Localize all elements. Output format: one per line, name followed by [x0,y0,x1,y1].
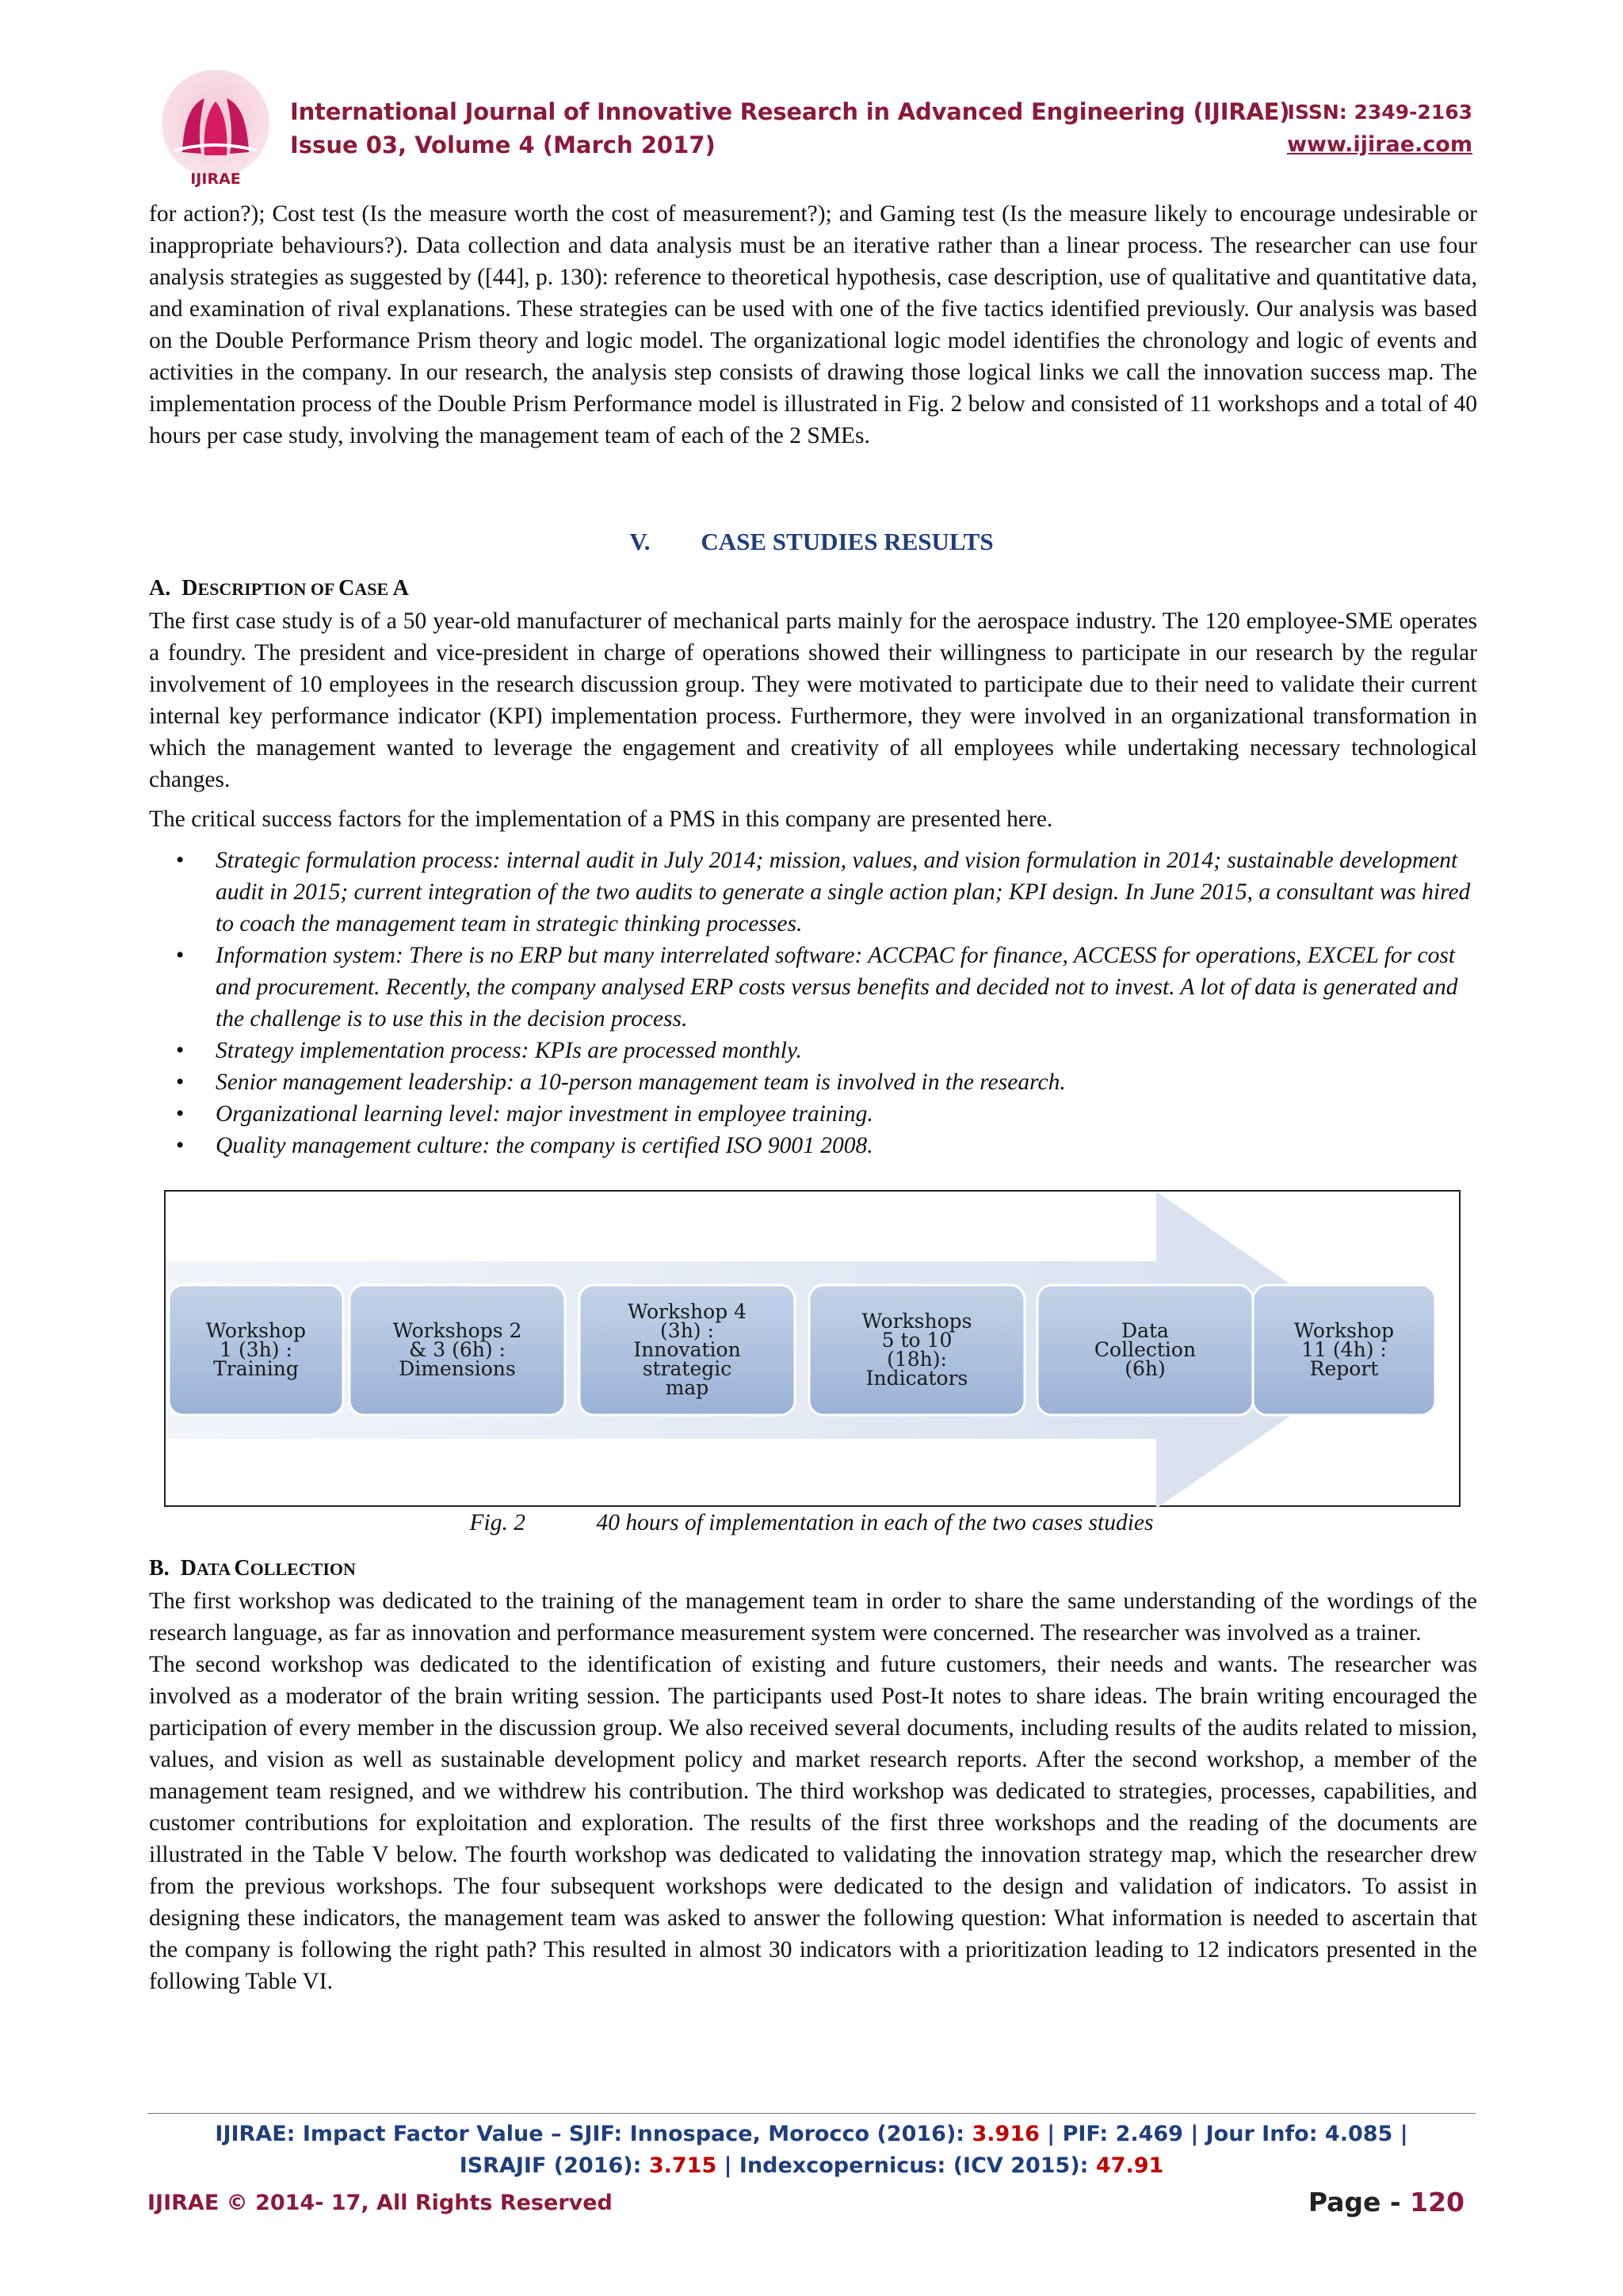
list-item: • Strategic formulation process: internal audit in July 2014; mission, values, and vision formulation in 2014; sustainable development audit in 2015; current integration of the two audits to generate a single action plan; KPI design. In June 2015, a consultant was hired to coach the management team in strategic thinking processes. [216,845,1477,940]
footer-metrics-line-2: ISRAJIF (2016): 3.715 | Indexcopernicus: (ICV 2015): 47.91 [459,2153,1164,2178]
workshop-box-label: (3h) : [660,1319,714,1342]
workshop-box-label: map [665,1376,709,1399]
footer-copyright: IJIRAE © 2014- 17, All Rights Reserved [147,2191,613,2215]
journal-title: International Journal of Innovative Research in Advanced Engineering (IJIRAE) [290,98,1290,125]
workshop-box-label: Data [1121,1319,1169,1342]
figure-label: Fig. 2 [469,1510,525,1535]
workshop-box-label: strategic [642,1357,732,1380]
csf-lead: The critical success factors for the implementation of a PMS in this company are presented here. [149,807,1053,832]
list-item: • Strategy implementation process: KPIs are processed monthly. [216,1035,1477,1066]
page-number: Page - 120 [1308,2187,1465,2218]
intro-paragraph: for action?); Cost test (Is the measure worth the cost of measurement?); and Gaming test (Is the measure likely to encourage undesirable or inappropriate behaviours?). Data collection and data analysis must be an iterative rather than a linear process. The researcher can use four analysis strategies as suggested by ([44], p. 130): reference to theoretical hypothesis, case description, use of qualitative and quantitative data, and examination of rival explanations. These strategies can be used with one of the five tactics identified previously. Our analysis was based on the Double Performance Prism theory and logic model. The organizational logic model identifies the chronology and logic of events and activities in the company. In our research, the analysis step consists of drawing those logical links we call the innovation success map. The implementation process of the Double Prism Performance model is illustrated in Fig. 2 below and consisted of 11 workshops and a total of 40 hours per case study, involving the management team of each of the 2 SMEs. [149,201,1477,448]
data-collection-paragraph-2: The second workshop was dedicated to the identification of existing and future customers, their needs and wants. The researcher was involved as a moderator of the brain writing session. The participants used Post-It notes to share ideas. The brain writing encouraged the participation of every member in the discussion group. We also received several documents, including results of the audits related to mission, values, and vision as well as sustainable development policy and market research reports. After the second workshop, a member of the management team resigned, and we withdrew his contribution. The third workshop was dedicated to strategies, processes, capabilities, and customer contributions for exploitation and exploration. The results of the first three workshops and the reading of the documents are illustrated in the Table V below. The fourth workshop was dedicated to validating the innovation strategy map, which the researcher drew from the previous workshops. The four subsequent workshops were dedicated to the design and validation of indicators. To assist in designing these indicators, the management team was asked to answer the following question: What information is needed to ascertain that the company is following the right path? This resulted in almost 30 indicators with a prioritization leading to 12 indicators presented in the following Table VI. [149,1652,1477,1994]
logo-text: IJIRAE [190,170,241,188]
figure-caption [0,1510,1623,1536]
list-item: • Organizational learning level: major investment in employee training. [216,1098,1477,1130]
subsection-a-heading: A. DESCRIPTION OF CASE A [149,576,409,601]
workshop-box-label: 1 (3h) : [220,1338,292,1361]
workshop-box-label: Dimensions [399,1357,516,1380]
csf-list [149,845,1477,1161]
workshop-box-label: Workshops 2 [392,1319,522,1342]
section-heading [0,528,1623,556]
case-a-paragraph: The first case study is of a 50 year-old manufacturer of mechanical parts mainly for the aerospace industry. The 120 employee-SME operates a foundry. The president and vice-president in charge of operations showed their willingness to participate in our research by the regular involvement of 10 employees in the research discussion group. They were motivated to participate due to their need to validate their current internal key performance indicator (KPI) implementation process. Furthermore, they were involved in an organizational transformation in which the management wanted to leverage the engagement and creativity of all employees while undertaking necessary technological changes. [149,608,1477,792]
data-collection-paragraph-1: The first workshop was dedicated to the training of the management team in order to share the same understanding of the wordings of the research language, as far as innovation and performance measurement system were concerned. The researcher was involved as a trainer. [149,1589,1477,1646]
figure-2 [164,1190,1461,1507]
workshop-box-label: Collection [1094,1338,1197,1361]
workshop-box-label: & 3 (6h) : [409,1338,506,1361]
figure-caption-text: 40 hours of implementation in each of the two cases studies [596,1510,1154,1535]
workshop-box-label: Training [213,1357,299,1380]
process-diagram [166,1192,1462,1508]
workshop-box-label: Workshop [1293,1319,1395,1342]
workshop-box-label: 11 (4h) : [1301,1338,1387,1361]
subsection-b [149,1553,1477,1997]
footer-metrics-line-1: IJIRAE: Impact Factor Value – SJIF: Innospace, Morocco (2016): 3.916 | PIF: 2.469 | Jour Info: 4.085 | [215,2122,1408,2146]
journal-issn: ISSN: 2349-2163 [1287,101,1472,124]
workshop-box-label: Innovation [633,1338,741,1361]
footer-rule [147,2113,1476,2114]
journal-issue: Issue 03, Volume 4 (March 2017) [290,132,716,158]
workshop-box-label: 5 to 10 [881,1329,953,1352]
list-item: • Information system: There is no ERP but many interrelated software: ACCPAC for finance, ACCESS for operations, EXCEL for cost and procurement. Recently, the company analysed ERP costs versus benefits and decided not to invest. A lot of data is generated and the challenge is to use this in the decision process. [216,940,1477,1035]
journal-logo [152,67,279,192]
workshop-box-label: (6h) [1125,1357,1166,1380]
workshop-box-label: Indicators [865,1367,968,1390]
subsection-a [149,573,1477,1161]
workshop-box-label: Report [1309,1357,1379,1380]
workshop-box-label: (18h): [887,1348,947,1371]
list-item: • Quality management culture: the company is certified ISO 9001 2008. [216,1130,1477,1161]
section-number: V. [629,528,651,555]
workshop-box-label: Workshops [861,1310,972,1333]
subsection-b-heading: B. DATA COLLECTION [149,1556,356,1581]
workshop-box-label: Workshop [205,1319,307,1342]
journal-url-link[interactable]: www.ijirae.com [1287,132,1472,157]
workshop-box-label: Workshop 4 [628,1300,747,1323]
section-title: CASE STUDIES RESULTS [701,528,994,555]
list-item: • Senior management leadership: a 10-person management team is involved in the research. [216,1066,1477,1098]
